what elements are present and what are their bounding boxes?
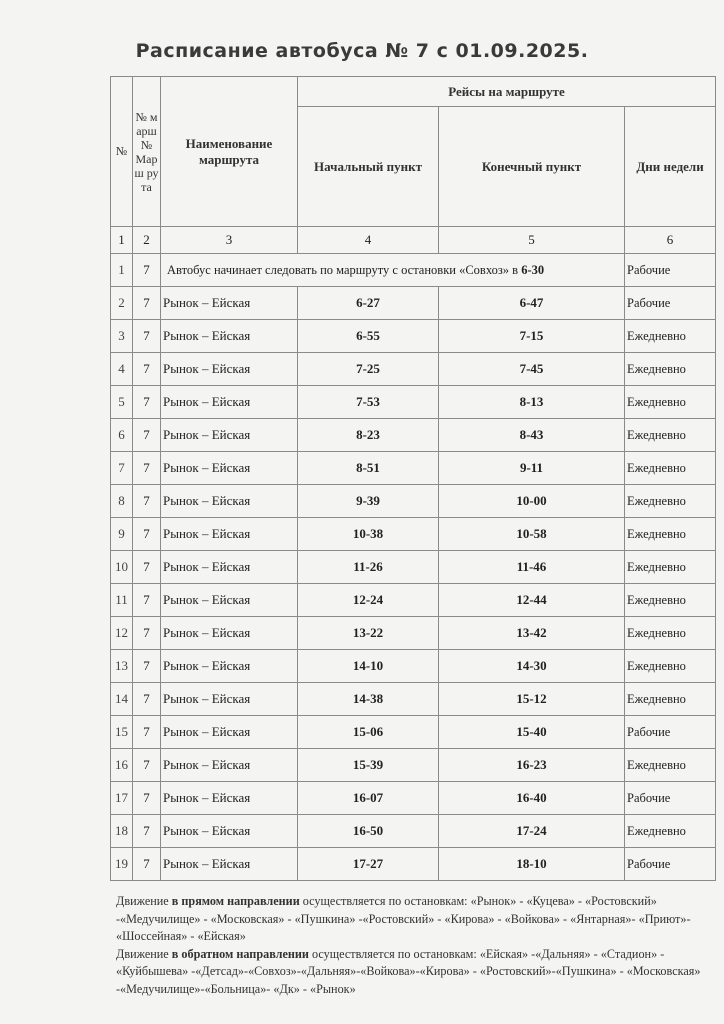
route-number: 7 <box>133 749 161 782</box>
start-time: 10-38 <box>298 518 439 551</box>
table-row <box>111 320 716 353</box>
header-num: № <box>111 77 133 227</box>
route-stops-description <box>116 893 716 998</box>
route-number: 7 <box>133 452 161 485</box>
forward-prefix: Движение <box>116 894 172 908</box>
route-name: Рынок – Ейская <box>161 815 298 848</box>
table-row <box>111 617 716 650</box>
route-number: 7 <box>133 617 161 650</box>
start-time: 14-38 <box>298 683 439 716</box>
end-time: 16-23 <box>439 749 625 782</box>
end-time: 6-47 <box>439 287 625 320</box>
table-row <box>111 254 716 287</box>
row-number: 13 <box>111 650 133 683</box>
end-time: 10-00 <box>439 485 625 518</box>
page-title: Расписание автобуса № 7 с 01.09.2025. <box>135 40 589 62</box>
route-number: 7 <box>133 683 161 716</box>
row-number: 9 <box>111 518 133 551</box>
end-time: 8-43 <box>439 419 625 452</box>
route-number: 7 <box>133 815 161 848</box>
row-number: 18 <box>111 815 133 848</box>
end-time: 10-58 <box>439 518 625 551</box>
start-time: 9-39 <box>298 485 439 518</box>
days: Ежедневно <box>625 386 716 419</box>
days: Рабочие <box>625 782 716 815</box>
route-name: Рынок – Ейская <box>161 782 298 815</box>
days: Ежедневно <box>625 518 716 551</box>
row-number: 14 <box>111 683 133 716</box>
header-end-point: Конечный пункт <box>439 107 625 227</box>
forward-direction-text <box>116 893 716 946</box>
start-time: 17-27 <box>298 848 439 881</box>
schedule-table <box>110 76 716 881</box>
start-time: 11-26 <box>298 551 439 584</box>
table-row <box>111 584 716 617</box>
table-body <box>111 254 716 881</box>
start-time: 7-53 <box>298 386 439 419</box>
header-route-name: Наименование маршрута <box>161 77 298 227</box>
route-name: Рынок – Ейская <box>161 320 298 353</box>
column-number: 4 <box>298 227 439 254</box>
column-number: 5 <box>439 227 625 254</box>
route-number: 7 <box>133 419 161 452</box>
start-time: 15-39 <box>298 749 439 782</box>
row-number: 5 <box>111 386 133 419</box>
start-time: 6-27 <box>298 287 439 320</box>
end-time: 9-11 <box>439 452 625 485</box>
table-row <box>111 386 716 419</box>
route-name: Рынок – Ейская <box>161 452 298 485</box>
days: Ежедневно <box>625 584 716 617</box>
row-number: 3 <box>111 320 133 353</box>
header-route-number: № марш № Марш рута <box>133 77 161 227</box>
route-number: 7 <box>133 716 161 749</box>
route-name: Рынок – Ейская <box>161 749 298 782</box>
start-time: 16-07 <box>298 782 439 815</box>
start-time: 6-55 <box>298 320 439 353</box>
row-number: 10 <box>111 551 133 584</box>
days: Ежедневно <box>625 353 716 386</box>
end-time: 13-42 <box>439 617 625 650</box>
route-number: 7 <box>133 287 161 320</box>
table-row <box>111 749 716 782</box>
column-number: 3 <box>161 227 298 254</box>
row-number: 17 <box>111 782 133 815</box>
end-time: 16-40 <box>439 782 625 815</box>
forward-stops: осуществляется по остановкам: «Рынок» - «Куцева» - «Ростовский» -«Медучилище» - «Московская» - «Пушкина» -«Ростовский» - «Кирова» - «Войкова» - «Янтарная»- «Приют»- «Шоссейная» - «Ейская» <box>116 894 691 943</box>
days: Ежедневно <box>625 749 716 782</box>
row-number: 15 <box>111 716 133 749</box>
days: Ежедневно <box>625 551 716 584</box>
backward-prefix: Движение <box>116 946 172 961</box>
end-time: 7-45 <box>439 353 625 386</box>
end-time: 18-10 <box>439 848 625 881</box>
table-row <box>111 815 716 848</box>
row-number: 11 <box>111 584 133 617</box>
end-time: 8-13 <box>439 386 625 419</box>
end-time: 17-24 <box>439 815 625 848</box>
route-name: Рынок – Ейская <box>161 716 298 749</box>
table-row <box>111 518 716 551</box>
route-name: Рынок – Ейская <box>161 353 298 386</box>
days: Ежедневно <box>625 683 716 716</box>
days: Ежедневно <box>625 485 716 518</box>
route-number: 7 <box>133 650 161 683</box>
route-number: 7 <box>133 782 161 815</box>
days: Рабочие <box>625 848 716 881</box>
table-row <box>111 848 716 881</box>
days: Рабочие <box>625 254 716 287</box>
table-row <box>111 782 716 815</box>
backward-direction-text <box>116 946 716 999</box>
route-name: Рынок – Ейская <box>161 848 298 881</box>
route-name: Рынок – Ейская <box>161 386 298 419</box>
table-header <box>111 77 716 254</box>
backward-bold: в обратном направлении <box>171 946 309 961</box>
row-number: 16 <box>111 749 133 782</box>
start-time: 7-25 <box>298 353 439 386</box>
header-trips: Рейсы на маршруте <box>298 77 716 107</box>
table-row <box>111 287 716 320</box>
route-name: Рынок – Ейская <box>161 551 298 584</box>
route-number: 7 <box>133 386 161 419</box>
row-number: 19 <box>111 848 133 881</box>
forward-bold: в прямом направлении <box>171 894 300 908</box>
table-row <box>111 419 716 452</box>
route-name: Рынок – Ейская <box>161 683 298 716</box>
route-number: 7 <box>133 353 161 386</box>
table-row <box>111 716 716 749</box>
route-number: 7 <box>133 848 161 881</box>
days: Рабочие <box>625 716 716 749</box>
table-row <box>111 683 716 716</box>
column-number-row <box>111 227 716 254</box>
column-number: 1 <box>111 227 133 254</box>
row-number: 6 <box>111 419 133 452</box>
start-time: 16-50 <box>298 815 439 848</box>
days: Ежедневно <box>625 452 716 485</box>
route-name: Рынок – Ейская <box>161 584 298 617</box>
start-time: 13-22 <box>298 617 439 650</box>
route-name: Рынок – Ейская <box>161 485 298 518</box>
column-number: 2 <box>133 227 161 254</box>
route-number: 7 <box>133 518 161 551</box>
start-note-text: Автобус начинает следовать по маршруту с остановки «Совхоз» в <box>167 262 522 277</box>
start-time: 12-24 <box>298 584 439 617</box>
table-row <box>111 551 716 584</box>
days: Рабочие <box>625 287 716 320</box>
table-row <box>111 452 716 485</box>
end-time: 15-40 <box>439 716 625 749</box>
start-time: 15-06 <box>298 716 439 749</box>
header-days: Дни недели <box>625 107 716 227</box>
table-row <box>111 650 716 683</box>
row-number: 7 <box>111 452 133 485</box>
row-number: 4 <box>111 353 133 386</box>
start-time: 8-51 <box>298 452 439 485</box>
row-number: 2 <box>111 287 133 320</box>
route-name: Рынок – Ейская <box>161 419 298 452</box>
days: Ежедневно <box>625 320 716 353</box>
route-number: 7 <box>133 320 161 353</box>
route-number: 7 <box>133 551 161 584</box>
end-time: 15-12 <box>439 683 625 716</box>
route-name: Рынок – Ейская <box>161 617 298 650</box>
backward-stops: осуществляется по остановкам: «Ейская» -«Дальняя» - «Стадион» - «Куйбышева» -«Детсад»-«Совхоз»-«Дальняя»-«Войкова»-«Кирова» - «Ростовский»-«Пушкина» - «Московская» -«Медучилище»-«Больница»- «Дк» - «Рынок» <box>116 946 701 996</box>
end-time: 14-30 <box>439 650 625 683</box>
days: Ежедневно <box>625 650 716 683</box>
header-start-point: Начальный пункт <box>298 107 439 227</box>
end-time: 11-46 <box>439 551 625 584</box>
table-row <box>111 353 716 386</box>
route-name: Рынок – Ейская <box>161 518 298 551</box>
route-name: Рынок – Ейская <box>161 287 298 320</box>
days: Ежедневно <box>625 815 716 848</box>
start-note <box>161 254 625 287</box>
days: Ежедневно <box>625 419 716 452</box>
route-number: 7 <box>133 254 161 287</box>
route-number: 7 <box>133 485 161 518</box>
row-number: 1 <box>111 254 133 287</box>
row-number: 8 <box>111 485 133 518</box>
start-time: 8-23 <box>298 419 439 452</box>
column-number: 6 <box>625 227 716 254</box>
route-name: Рынок – Ейская <box>161 650 298 683</box>
days: Ежедневно <box>625 617 716 650</box>
row-number: 12 <box>111 617 133 650</box>
table-row <box>111 485 716 518</box>
start-note-time: 6-30 <box>521 262 545 277</box>
end-time: 7-15 <box>439 320 625 353</box>
route-number: 7 <box>133 584 161 617</box>
start-time: 14-10 <box>298 650 439 683</box>
end-time: 12-44 <box>439 584 625 617</box>
